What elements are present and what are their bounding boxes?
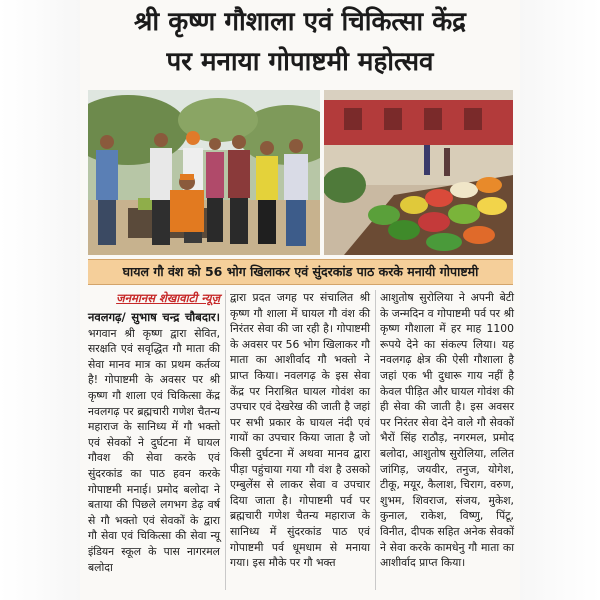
photo-group-illustration xyxy=(88,90,320,255)
article-text: द्वारा प्रदत जगह पर संचालित श्री कृष्ण गौ शाला में घायल गौ वंश की निरंतर सेवा की जा रही है। गोपाष्टमी के अवसर पर 56 भोग खिलाकर गौ माता का आशीर्वाद गौ भक्तो ने प्राप्त किया। नवलगढ़ के इस सेवा केंद्र पर निराश्रित घायल गोवंश का उपचार एवं देखरेख की जाती है जहां पर सभी प्रकार के घायल नंदी एवं गायों का उपचार किया जाता है जो किसी दुर्घटना में अथवा मानव द्वारा पीड़ा पहुंचाया गया गौ वंश है उसको एम्बुलेंस से लाकर सेवा व उपचार दिया जाता है। गोपाष्टमी पर्व पर ब्रह्मचारी गणेश चैतन्य महाराज के सानिध्य में सुंदरकांड पाठ एवं गोपाष्टमी पर्व धूमधाम से मनाया गया। इस मौके पर गौ भक्त xyxy=(230,291,370,570)
article-text: भगवान श्री कृष्ण द्वारा सेवित, सरक्षति एवं सवृद्धित गौ माता की सेवा मानव मात्र का प्रथम कर्तव्य है! गोपाष्टमी के अवसर पर श्री कृष्ण गौ शाला एवं चिकित्सा केंद्र नवलगढ़ पर ब्रह्मचारी गणेश चैतन्य महाराज के सानिध्य में गौ भक्तो एवं सेवकों ने दुर्घटना में घायल गौवश की सेवा करके एवं सुंदरकांड का पाठ हवन करके गोपाष्टमी मनाई। प्रमोद बलोदा ने बताया की पिछले लगभग डेढ़ वर्ष से गौ भक्तो एवं सेवकों के द्वारा गौ सेवा एवं चिकित्सा की सेवा न्यू इंडियन स्कूल के पास नागरमल बलोदा xyxy=(88,326,220,574)
news-source: जनमानस शेखावाटी न्यूज़ xyxy=(116,291,220,305)
headline-line-2: पर मनाया गोपाष्टमी महोत्सव xyxy=(166,47,434,77)
article-paragraph xyxy=(88,310,220,575)
article-column-3 xyxy=(380,290,514,571)
column-divider xyxy=(225,290,226,590)
photo-group-at-gaushala xyxy=(88,90,320,255)
photo-caption: घायल गौ वंश को 56 भोग खिलाकर एवं सुंदरकांड पाठ करके मनायी गोपाष्टमी xyxy=(88,259,513,285)
headline-line-1: श्री कृष्ण गौशाला एवं चिकित्सा केंद्र xyxy=(134,7,466,37)
article-text: आशुतोष सुरोलिया ने अपनी बेटी के जन्मदिन व गोपाष्टमी पर्व पर श्री कृष्ण गौशाला में हर माह 1100 रूपये देने का संकल्प लिया। यह नवलगढ़ क्षेत्र की ऐसी गौशाला है जहां एक भी दुधारू गाय नहीं है केवल पीड़ित और घायल गोवंश की ही सेवा की जाती है। इस अवसर पर निरंतर सेवा देने वाले गौ सेवकों भैरों सिंह राठौड़, नगरमल, प्रमोद बलोदा, आशुतोष सुरोलिया, ललित जांगिड़, जयवीर, तनुज, योगेश, टीकू, मयूर, कैलाश, चिराग, वरुण, शुभम, शिवराज, संजय, मुकेश, कुनाल, राकेश, विष्णु, पिंटू, विनीत, दीपक सहित अनेक सेवकों ने सेवा करके कामधेनु गौ माता का आशीर्वाद प्राप्त किया। xyxy=(380,291,514,570)
photo-vegetable-bhog xyxy=(324,90,513,255)
page-margin-left xyxy=(0,0,80,600)
photo-bhog-illustration xyxy=(324,90,513,255)
article-column-2 xyxy=(230,290,370,571)
article-column-1 xyxy=(88,290,220,575)
dateline: नवलगढ़/ सुभाष चन्द्र चौबदार। xyxy=(88,310,220,324)
page-margin-right xyxy=(520,0,600,600)
column-divider xyxy=(375,290,376,590)
